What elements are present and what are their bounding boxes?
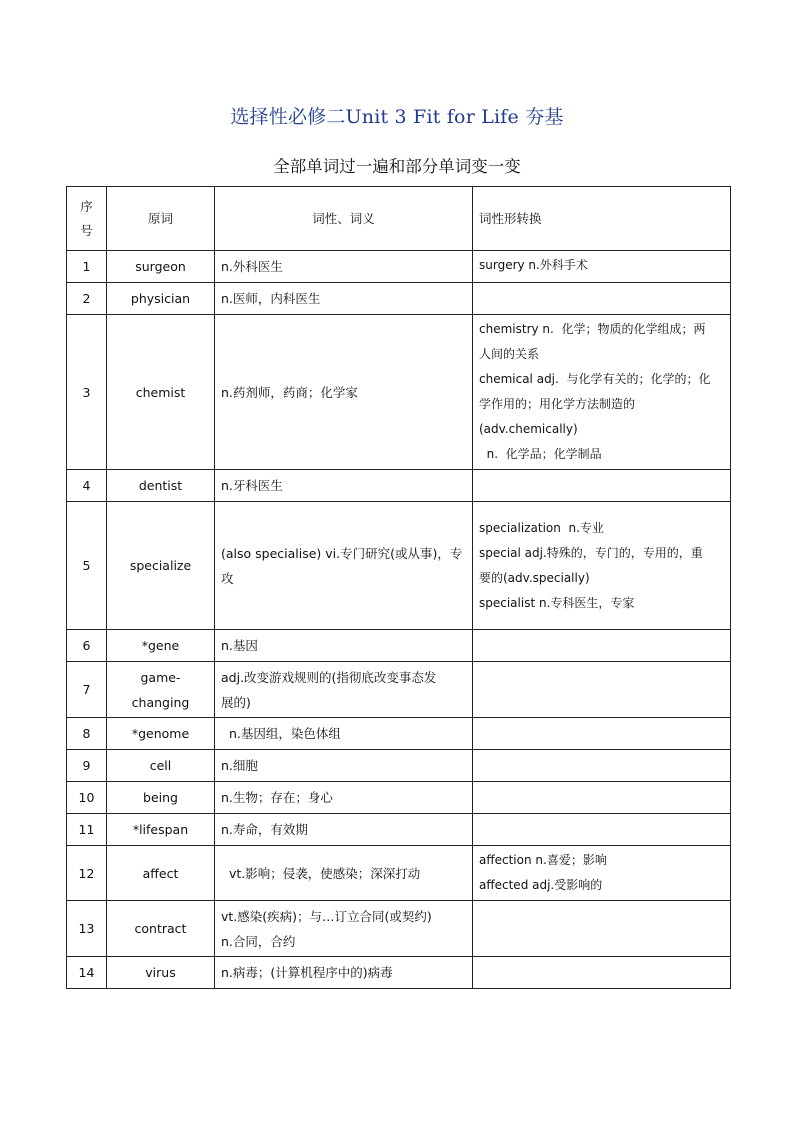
row-word: affect — [107, 846, 215, 901]
row-number: 13 — [67, 901, 107, 957]
meaning-line: n.细胞 — [221, 758, 258, 773]
row-meaning — [215, 718, 473, 750]
row-number: 1 — [67, 251, 107, 283]
row-number: 6 — [67, 630, 107, 662]
table-row — [67, 718, 731, 750]
conversion-line: special adj.特殊的，专门的，专用的，重 — [479, 545, 703, 560]
row-meaning — [215, 846, 473, 901]
table-row — [67, 901, 731, 957]
meaning-line: n.基因 — [221, 638, 258, 653]
row-word: virus — [107, 957, 215, 989]
row-conversion — [473, 814, 731, 846]
table-row — [67, 630, 731, 662]
row-word: surgeon — [107, 251, 215, 283]
row-meaning — [215, 470, 473, 502]
row-meaning — [215, 630, 473, 662]
row-meaning — [215, 814, 473, 846]
row-word: chemist — [107, 315, 215, 470]
row-number: 9 — [67, 750, 107, 782]
row-meaning — [215, 957, 473, 989]
header-index-line1: 序 — [80, 198, 93, 214]
meaning-line: vt.影响；侵袭，使感染；深深打动 — [221, 865, 421, 881]
meaning-line: 展的) — [221, 694, 251, 710]
conversion-line: affection n.喜爱；影响 — [479, 853, 607, 867]
meaning-line: vt.感染(疾病)；与…订立合同(或契约) — [221, 908, 432, 924]
row-conversion — [473, 750, 731, 782]
conversion-line: specialist n.专科医生，专家 — [479, 595, 635, 610]
row-conversion — [473, 630, 731, 662]
conversion-line: 要的(adv.specially) — [479, 570, 590, 585]
row-conversion — [473, 502, 731, 630]
header-pos-meaning: 词性、词义 — [215, 187, 473, 251]
row-number: 12 — [67, 846, 107, 901]
document-title: 选择性必修二Unit 3 Fit for Life 夯基 — [230, 106, 564, 128]
row-number: 7 — [67, 662, 107, 718]
meaning-line: (also specialise) vi.专门研究(或从事)，专 — [221, 545, 463, 561]
row-conversion — [473, 662, 731, 718]
row-word: *gene — [107, 630, 215, 662]
row-meaning — [215, 251, 473, 283]
conversion-line: specialization n.专业 — [479, 520, 604, 535]
meaning-line: n.寿命，有效期 — [221, 822, 308, 837]
table-row — [67, 750, 731, 782]
table-row — [67, 782, 731, 814]
row-number: 3 — [67, 315, 107, 470]
row-number: 14 — [67, 957, 107, 989]
row-word: being — [107, 782, 215, 814]
table-body — [67, 251, 731, 989]
row-conversion — [473, 718, 731, 750]
row-number: 11 — [67, 814, 107, 846]
header-index-line2: 号 — [80, 222, 93, 238]
row-conversion — [473, 315, 731, 470]
table-row — [67, 846, 731, 901]
row-meaning — [215, 315, 473, 470]
row-meaning — [215, 750, 473, 782]
row-number: 8 — [67, 718, 107, 750]
row-meaning — [215, 901, 473, 957]
row-number: 4 — [67, 470, 107, 502]
document-subtitle: 全部单词过一遍和部分单词变一变 — [273, 157, 521, 176]
row-word: *genome — [107, 718, 215, 750]
meaning-line: n.牙科医生 — [221, 478, 283, 493]
table-row — [67, 957, 731, 989]
meaning-line: adj.改变游戏规则的(指彻底改变事态发 — [221, 669, 437, 685]
conversion-line: affected adj.受影响的 — [479, 878, 603, 892]
conversion-line: 人间的关系 — [479, 347, 540, 361]
header-conversion: 词性形转换 — [473, 187, 731, 251]
meaning-line: n.基因组，染色体组 — [221, 726, 341, 741]
header-index — [67, 187, 107, 251]
row-conversion — [473, 901, 731, 957]
row-word: game-changing — [107, 662, 215, 718]
table-row — [67, 814, 731, 846]
row-meaning — [215, 502, 473, 630]
table-row — [67, 470, 731, 502]
row-conversion — [473, 251, 731, 283]
table-row — [67, 502, 731, 630]
conversion-line: (adv.chemically) — [479, 422, 578, 436]
meaning-line: n.药剂师，药商；化学家 — [221, 384, 358, 400]
conversion-line: surgery n.外科手术 — [479, 258, 588, 272]
table-row — [67, 251, 731, 283]
row-meaning — [215, 662, 473, 718]
meaning-line: n.医师，内科医生 — [221, 291, 321, 306]
table-header-row — [67, 187, 731, 251]
row-word: contract — [107, 901, 215, 957]
row-meaning — [215, 782, 473, 814]
row-number: 5 — [67, 502, 107, 630]
row-word: dentist — [107, 470, 215, 502]
row-conversion — [473, 283, 731, 315]
row-word: physician — [107, 283, 215, 315]
conversion-line: n. 化学品；化学制品 — [479, 447, 602, 461]
row-conversion — [473, 957, 731, 989]
meaning-line: n.病毒；(计算机程序中的)病毒 — [221, 965, 393, 980]
table-row — [67, 283, 731, 315]
meaning-line: n.合同，合约 — [221, 933, 296, 949]
conversion-line: chemistry n. 化学；物质的化学组成；两 — [479, 322, 706, 336]
conversion-line: chemical adj. 与化学有关的；化学的；化 — [479, 372, 711, 386]
table-row — [67, 315, 731, 470]
conversion-line: 学作用的；用化学方法制造的 — [479, 397, 636, 411]
row-word: cell — [107, 750, 215, 782]
row-word: *lifespan — [107, 814, 215, 846]
row-number: 10 — [67, 782, 107, 814]
vocabulary-table — [66, 186, 731, 989]
meaning-line: n.外科医生 — [221, 259, 283, 274]
row-word: specialize — [107, 502, 215, 630]
row-number: 2 — [67, 283, 107, 315]
row-conversion — [473, 782, 731, 814]
row-conversion — [473, 470, 731, 502]
meaning-line: 攻 — [221, 570, 234, 586]
header-word: 原词 — [107, 187, 215, 251]
table-row — [67, 662, 731, 718]
meaning-line: n.生物；存在；身心 — [221, 790, 333, 805]
row-conversion — [473, 846, 731, 901]
row-meaning — [215, 283, 473, 315]
